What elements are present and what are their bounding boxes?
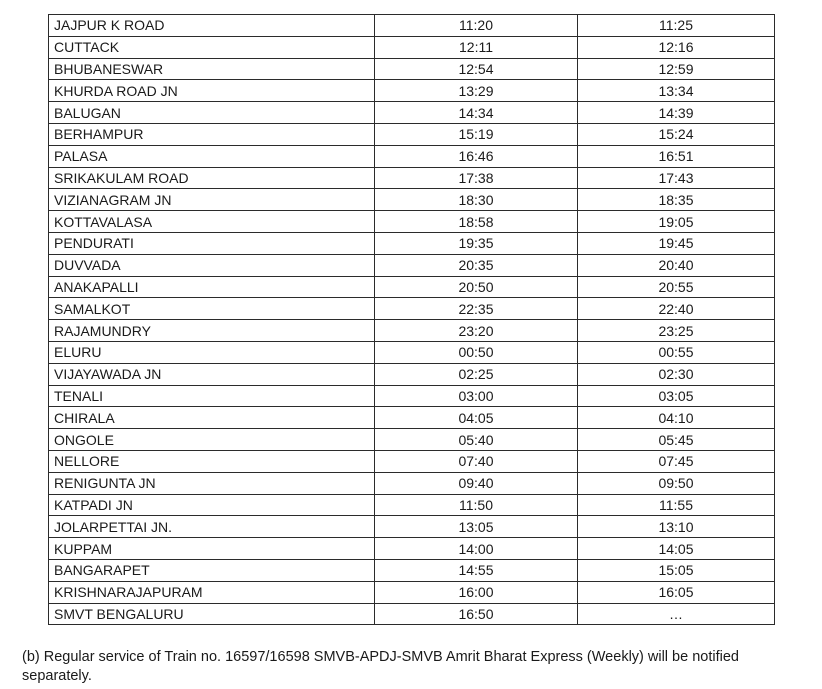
departure-time-cell: 22:40 [578,298,775,320]
arrival-time-cell: 15:19 [375,123,578,145]
arrival-time-cell: 16:00 [375,581,578,603]
station-cell: KUPPAM [49,538,375,560]
arrival-time-cell: 23:20 [375,320,578,342]
departure-time-cell: 16:51 [578,145,775,167]
arrival-time-cell: 13:05 [375,516,578,538]
station-cell: SAMALKOT [49,298,375,320]
table-row [49,320,775,342]
arrival-time-cell: 13:29 [375,80,578,102]
station-cell: RENIGUNTA JN [49,472,375,494]
station-cell: JAJPUR K ROAD [49,15,375,37]
station-cell: SRIKAKULAM ROAD [49,167,375,189]
arrival-time-cell: 19:35 [375,232,578,254]
station-cell: JOLARPETTAI JN. [49,516,375,538]
station-cell: TENALI [49,385,375,407]
table-row [49,232,775,254]
arrival-time-cell: 14:34 [375,102,578,124]
station-cell: CUTTACK [49,36,375,58]
departure-time-cell: 20:55 [578,276,775,298]
table-row [49,15,775,37]
station-cell: PENDURATI [49,232,375,254]
departure-time-cell: 14:39 [578,102,775,124]
station-cell: SMVT BENGALURU [49,603,375,625]
departure-time-cell: 07:45 [578,450,775,472]
departure-time-cell: 09:50 [578,472,775,494]
departure-time-cell: 04:10 [578,407,775,429]
arrival-time-cell: 14:55 [375,559,578,581]
arrival-time-cell: 05:40 [375,429,578,451]
footnote: (b) Regular service of Train no. 16597/16598 SMVB-APDJ-SMVB Amrit Bharat Express (Weekly) will be notified separately. [22,649,739,684]
station-cell: DUVVADA [49,254,375,276]
table-row [49,516,775,538]
station-cell: NELLORE [49,450,375,472]
arrival-time-cell: 20:35 [375,254,578,276]
station-cell: ELURU [49,341,375,363]
arrival-time-cell: 00:50 [375,341,578,363]
table-row [49,298,775,320]
arrival-time-cell: 03:00 [375,385,578,407]
station-cell: BHUBANESWAR [49,58,375,80]
table-row [49,123,775,145]
table-row [49,450,775,472]
arrival-time-cell: 02:25 [375,363,578,385]
table-row [49,581,775,603]
departure-time-cell: 17:43 [578,167,775,189]
departure-time-cell: 14:05 [578,538,775,560]
table-row [49,363,775,385]
timetable-body [49,15,775,625]
table-row [49,341,775,363]
departure-time-cell: 02:30 [578,363,775,385]
table-row [49,80,775,102]
arrival-time-cell: 16:46 [375,145,578,167]
station-cell: KATPADI JN [49,494,375,516]
arrival-time-cell: 18:30 [375,189,578,211]
table-row [49,429,775,451]
arrival-time-cell: 07:40 [375,450,578,472]
departure-time-cell: … [578,603,775,625]
arrival-time-cell: 14:00 [375,538,578,560]
station-cell: ONGOLE [49,429,375,451]
arrival-time-cell: 12:11 [375,36,578,58]
departure-time-cell: 18:35 [578,189,775,211]
departure-time-cell: 00:55 [578,341,775,363]
table-row [49,167,775,189]
departure-time-cell: 05:45 [578,429,775,451]
station-cell: BERHAMPUR [49,123,375,145]
departure-time-cell: 11:25 [578,15,775,37]
table-row [49,145,775,167]
departure-time-cell: 19:45 [578,232,775,254]
arrival-time-cell: 17:38 [375,167,578,189]
departure-time-cell: 16:05 [578,581,775,603]
departure-time-cell: 19:05 [578,211,775,233]
arrival-time-cell: 09:40 [375,472,578,494]
station-cell: BANGARAPET [49,559,375,581]
station-cell: ANAKAPALLI [49,276,375,298]
table-row [49,211,775,233]
table-row [49,276,775,298]
arrival-time-cell: 16:50 [375,603,578,625]
table-row [49,189,775,211]
table-row [49,538,775,560]
departure-time-cell: 12:16 [578,36,775,58]
station-cell: VIJAYAWADA JN [49,363,375,385]
timetable [48,14,775,625]
departure-time-cell: 15:05 [578,559,775,581]
table-row [49,102,775,124]
departure-time-cell: 23:25 [578,320,775,342]
table-row [49,385,775,407]
table-row [49,36,775,58]
arrival-time-cell: 04:05 [375,407,578,429]
arrival-time-cell: 20:50 [375,276,578,298]
arrival-time-cell: 12:54 [375,58,578,80]
station-cell: VIZIANAGRAM JN [49,189,375,211]
table-row [49,58,775,80]
departure-time-cell: 12:59 [578,58,775,80]
table-row [49,559,775,581]
departure-time-cell: 13:10 [578,516,775,538]
table-row [49,472,775,494]
arrival-time-cell: 11:50 [375,494,578,516]
arrival-time-cell: 18:58 [375,211,578,233]
station-cell: RAJAMUNDRY [49,320,375,342]
station-cell: BALUGAN [49,102,375,124]
table-row [49,603,775,625]
departure-time-cell: 13:34 [578,80,775,102]
departure-time-cell: 15:24 [578,123,775,145]
table-row [49,407,775,429]
arrival-time-cell: 11:20 [375,15,578,37]
station-cell: PALASA [49,145,375,167]
departure-time-cell: 20:40 [578,254,775,276]
station-cell: KOTTAVALASA [49,211,375,233]
station-cell: KHURDA ROAD JN [49,80,375,102]
table-row [49,254,775,276]
departure-time-cell: 11:55 [578,494,775,516]
departure-time-cell: 03:05 [578,385,775,407]
station-cell: CHIRALA [49,407,375,429]
arrival-time-cell: 22:35 [375,298,578,320]
station-cell: KRISHNARAJAPURAM [49,581,375,603]
table-row [49,494,775,516]
